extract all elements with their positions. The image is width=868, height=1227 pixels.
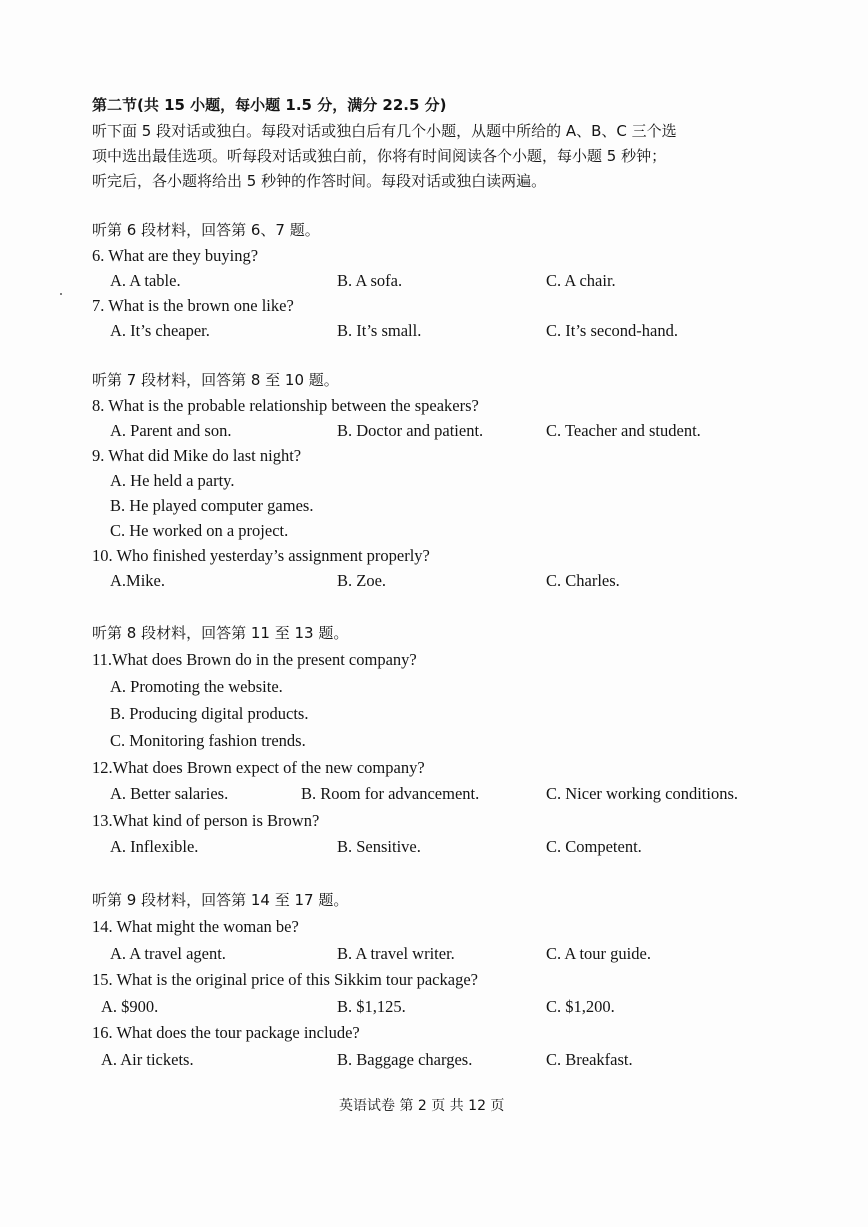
option-b: B. Baggage charges. xyxy=(337,1050,473,1069)
option-c: C. He worked on a project. xyxy=(110,521,289,540)
option-a: A.Mike. xyxy=(110,571,165,590)
question-stem: 15. What is the original price of this Sikkim tour package? xyxy=(92,970,478,989)
option-b: B. Doctor and patient. xyxy=(337,421,484,440)
option-c: C. Competent. xyxy=(546,837,642,856)
option-b: B. It’s small. xyxy=(337,321,422,340)
option-c: C. It’s second-hand. xyxy=(546,321,678,340)
option-c: C. Breakfast. xyxy=(546,1050,633,1069)
group-heading: 听第 9 段材料，回答第 14 至 17 题。 xyxy=(92,891,349,909)
option-b: B. Zoe. xyxy=(337,571,387,590)
question-stem: 6. What are they buying? xyxy=(92,246,259,265)
group-heading: 听第 6 段材料，回答第 6、7 题。 xyxy=(92,221,320,239)
option-c: C. Nicer working conditions. xyxy=(546,784,739,803)
option-b: B. A sofa. xyxy=(337,271,403,290)
option-a: A. Better salaries. xyxy=(110,784,229,803)
option-b: B. He played computer games. xyxy=(110,496,314,515)
option-c: C. Teacher and student. xyxy=(546,421,701,440)
option-b: B. Producing digital products. xyxy=(110,704,309,723)
page-footer: 英语试卷 第 2 页 共 12 页 xyxy=(339,1098,505,1114)
option-a: A. A table. xyxy=(110,271,181,290)
option-b: B. Room for advancement. xyxy=(301,784,480,803)
option-a: A. It’s cheaper. xyxy=(110,321,210,340)
option-b: B. A travel writer. xyxy=(337,944,455,963)
option-c: C. Monitoring fashion trends. xyxy=(110,731,306,750)
question-stem: 14. What might the woman be? xyxy=(92,917,299,936)
option-b: B. $1,125. xyxy=(337,997,406,1016)
question-stem: 12.What does Brown expect of the new company? xyxy=(92,758,425,777)
option-a: A. $900. xyxy=(101,997,159,1016)
option-a: A. He held a party. xyxy=(110,471,235,490)
option-b: B. Sensitive. xyxy=(337,837,421,856)
scan-speck xyxy=(60,293,62,295)
option-a: A. A travel agent. xyxy=(110,944,226,963)
section-title: 第二节(共 15 小题，每小题 1.5 分，满分 22.5 分) xyxy=(92,96,447,114)
option-c: C. A chair. xyxy=(546,271,616,290)
question-stem: 7. What is the brown one like? xyxy=(92,296,294,315)
option-c: C. Charles. xyxy=(546,571,620,590)
question-stem: 11.What does Brown do in the present company? xyxy=(92,650,417,669)
group-heading: 听第 8 段材料，回答第 11 至 13 题。 xyxy=(92,624,349,642)
instructions-line-2: 项中选出最佳选项。听每段对话或独白前，你将有时间阅读各个小题，每小题 5 秒钟； xyxy=(92,147,667,165)
question-stem: 13.What kind of person is Brown? xyxy=(92,811,320,830)
question-stem: 16. What does the tour package include? xyxy=(92,1023,360,1042)
group-heading: 听第 7 段材料，回答第 8 至 10 题。 xyxy=(92,371,339,389)
question-stem: 8. What is the probable relationship between the speakers? xyxy=(92,396,479,415)
instructions-line-1: 听下面 5 段对话或独白。每段对话或独白后有几个小题，从题中所给的 A、B、C 三个选 xyxy=(92,122,677,140)
option-a: A. Inflexible. xyxy=(110,837,199,856)
instructions-line-3: 听完后，各小题将给出 5 秒钟的作答时间。每段对话或独白读两遍。 xyxy=(92,172,547,190)
question-stem: 10. Who finished yesterday’s assignment properly? xyxy=(92,546,430,565)
option-a: A. Promoting the website. xyxy=(110,677,283,696)
option-c: C. A tour guide. xyxy=(546,944,651,963)
option-a: A. Parent and son. xyxy=(110,421,232,440)
option-c: C. $1,200. xyxy=(546,997,615,1016)
question-stem: 9. What did Mike do last night? xyxy=(92,446,302,465)
option-a: A. Air tickets. xyxy=(101,1050,194,1069)
